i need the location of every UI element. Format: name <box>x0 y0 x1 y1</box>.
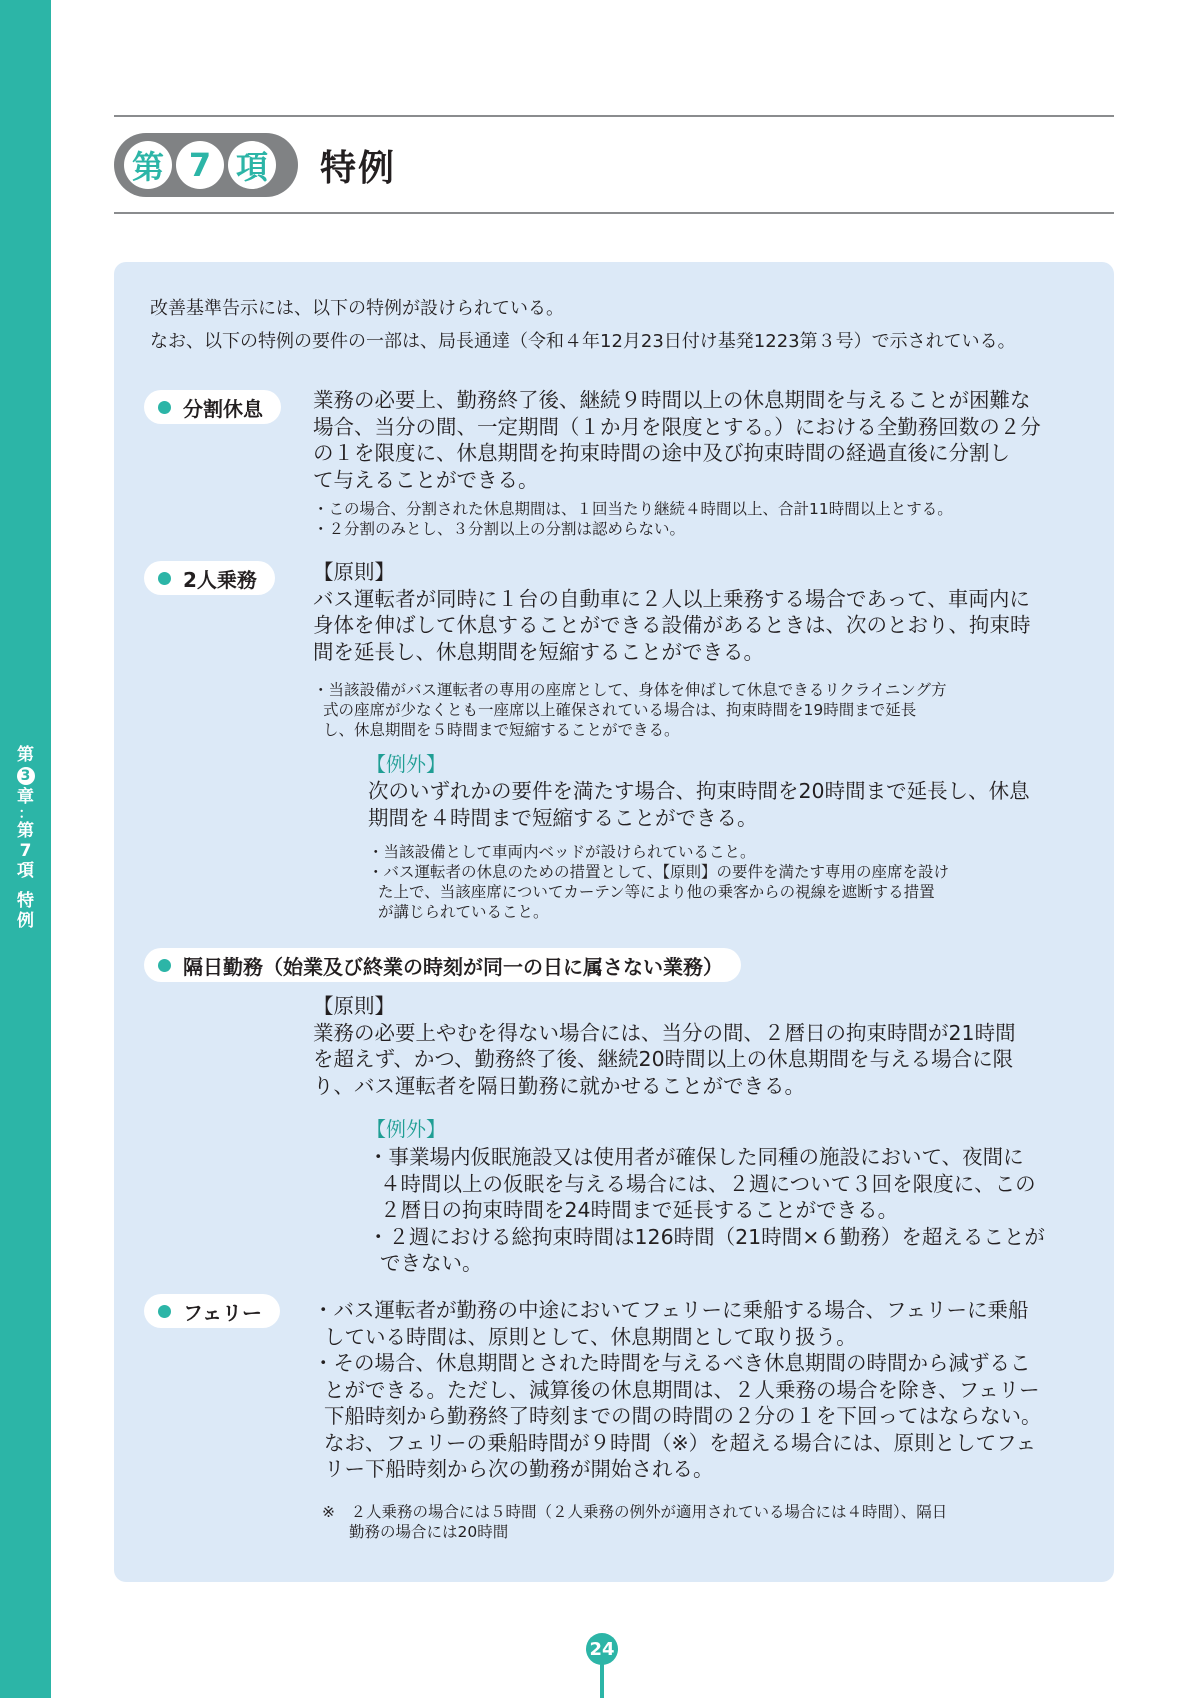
body-line: て与えることができる。 <box>313 467 539 492</box>
intro-text <box>150 292 1016 358</box>
split-rest-body <box>313 387 1041 493</box>
body-line: を超えず、かつ、勤務終了後、継続20時間以上の休息期間を与える場合に限 <box>313 1047 1014 1071</box>
note-line: し、休息期間を５時間まで短縮することができる。 <box>323 721 680 739</box>
body-line: バス運転者が同時に１台の自動車に２人以上乗務する場合であって、車両内に <box>313 586 1030 611</box>
body-line: ・２週における総拘束時間は126時間（21時間×６勤務）を超えることが <box>368 1224 1045 1249</box>
section-number-pill <box>114 133 298 197</box>
note-line: ・この場合、分割された休息期間は、１回当たり継続４時間以上、合計11時間以上とする。 <box>313 500 953 518</box>
footnote-line: ※ ２人乗務の場合には５時間（２人乗務の例外が適用されている場合には４時間）、隔日 <box>322 1503 948 1521</box>
header-bottom-rule <box>114 212 1114 214</box>
body-line: ４時間以上の仮眠を与える場合には、２週について３回を限度に、この <box>380 1171 1036 1196</box>
two-person-principle-note <box>313 680 947 740</box>
two-person-principle <box>313 559 1031 665</box>
page-number-stem <box>600 1663 604 1698</box>
tag-two-person <box>144 561 275 595</box>
sidebar-char: 第 <box>17 745 34 765</box>
body-line: 下船時刻から勤務終了時刻までの間の時間の２分の１を下回ってはならない。 <box>324 1404 1042 1428</box>
sidebar-char: 項 <box>17 861 34 881</box>
exception-label: 【例外】 <box>366 752 446 776</box>
sidebar-char: 7 <box>19 841 32 861</box>
note-line: ・当該設備がバス運転者の専用の座席として、身体を伸ばして休息できるリクライニング方 <box>313 681 947 699</box>
body-line: ２暦日の拘束時間を24時間まで延長することができる。 <box>380 1198 899 1222</box>
two-person-exception <box>368 778 1030 831</box>
note-line: が講じられていること。 <box>378 903 549 921</box>
pill-char-dai: 第 <box>124 141 172 189</box>
body-line: なお、フェリーの乗船時間が９時間（※）を超える場合には、原則としてフェ <box>324 1430 1037 1455</box>
note-line: ・バス運転者の休息のための措置として、【原則】の要件を満たす専用の座席を設け <box>368 863 949 881</box>
bullet-dot-icon <box>158 1305 171 1318</box>
chapter-number-circle: 3 <box>17 767 35 785</box>
tag-label: 分割休息 <box>183 396 263 421</box>
chapter-sidebar-label <box>0 745 51 931</box>
footnote-line: 勤務の場合には20時間 <box>349 1523 509 1541</box>
note-line: た上で、当該座席についてカーテン等により他の乗客からの視線を遮断する措置 <box>378 883 935 901</box>
sidebar-char: 第 <box>17 821 34 841</box>
page-number: 24 <box>586 1633 618 1665</box>
body-line: 業務の必要上やむを得ない場合には、当分の間、２暦日の拘束時間が21時間 <box>313 1020 1016 1045</box>
principle-label: 【原則】 <box>313 560 395 584</box>
note-line: 式の座席が少なくとも一座席以上確保されている場合は、拘束時間を19時間まで延長 <box>323 701 917 719</box>
body-line: できない。 <box>380 1251 483 1275</box>
principle-label: 【原則】 <box>313 994 395 1018</box>
tag-label: 隔日勤務（始業及び終業の時刻が同一の日に属さない業務） <box>183 954 723 979</box>
body-line: ・その場合、休息期間とされた時間を与えるべき休息期間の時間から減ずるこ <box>313 1351 1031 1375</box>
split-rest-notes <box>313 499 953 539</box>
body-line: ・バス運転者が勤務の中途においてフェリーに乗船する場合、フェリーに乗船 <box>313 1298 1029 1322</box>
pill-char-number: 7 <box>176 141 224 189</box>
body-line: の１を限度に、休息期間を拘束時間の途中及び拘束時間の経過直後に分割し <box>313 441 1010 465</box>
page-title: 特例 <box>320 148 397 189</box>
intro-line: なお、以下の特例の要件の一部は、局長通達（令和４年12月23日付け基発1223第３号）で示されている。 <box>150 331 1016 352</box>
sidebar-char: ： <box>18 806 33 822</box>
two-person-exception-notes <box>368 842 949 922</box>
bullet-dot-icon <box>158 401 171 414</box>
sidebar-char: 例 <box>17 911 34 931</box>
bullet-dot-icon <box>158 959 171 972</box>
body-line: 身体を伸ばして休息することができる設備があるときは、次のとおり、拘束時 <box>313 613 1031 637</box>
body-line: 業務の必要上、勤務終了後、継続９時間以上の休息期間を与えることが困難な <box>313 388 1031 412</box>
sidebar-char: 特 <box>17 891 34 911</box>
pill-char-kou: 項 <box>228 141 276 189</box>
exception-label: 【例外】 <box>366 1117 446 1141</box>
body-line: り、バス運転者を隔日勤務に就かせることができる。 <box>313 1073 805 1098</box>
note-line: ・２分割のみとし、３分割以上の分割は認めらない。 <box>313 520 686 538</box>
body-line: 間を延長し、休息期間を短縮することができる。 <box>313 639 764 664</box>
ferry-body <box>313 1297 1042 1483</box>
body-line: ・事業場内仮眠施設又は使用者が確保した同種の施設において、夜間に <box>368 1145 1024 1169</box>
sidebar-char: 章 <box>17 787 34 807</box>
tag-label: フェリー <box>183 1300 262 1325</box>
ferry-footnote <box>322 1502 947 1542</box>
body-line: とができる。ただし、減算後の休息期間は、２人乗務の場合を除き、フェリー <box>324 1377 1040 1402</box>
tag-ferry <box>144 1294 280 1328</box>
intro-line: 改善基準告示には、以下の特例が設けられている。 <box>150 298 564 319</box>
body-line: 期間を４時間まで短縮することができる。 <box>368 805 758 830</box>
body-line: 場合、当分の間、一定期間（１か月を限度とする。）における全勤務回数の２分 <box>313 414 1041 439</box>
body-line: している時間は、原則として、休息期間として取り扱う。 <box>324 1324 857 1349</box>
header-top-rule <box>114 115 1114 117</box>
tag-label: 2人乗務 <box>183 567 257 592</box>
tag-split-rest <box>144 390 281 424</box>
alternate-day-exception <box>368 1144 1045 1277</box>
bullet-dot-icon <box>158 572 171 585</box>
body-line: 次のいずれかの要件を満たす場合、拘束時間を20時間まで延長し、休息 <box>368 779 1030 803</box>
note-line: ・当該設備として車両内ベッドが設けられていること。 <box>368 843 756 861</box>
tag-alternate-day <box>144 948 741 982</box>
body-line: リー下船時刻から次の勤務が開始される。 <box>324 1457 714 1481</box>
alternate-day-principle <box>313 993 1016 1099</box>
